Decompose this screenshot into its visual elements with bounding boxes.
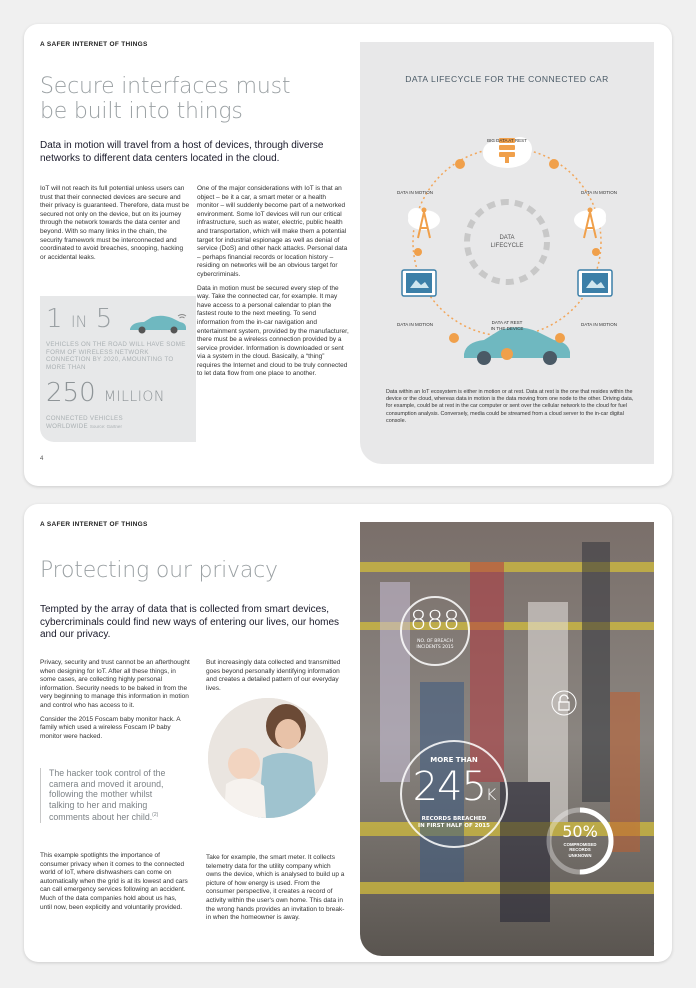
intro-paragraph: Data in motion will travel from a host of devices, through diverse networks to different data centers located in the cloud. xyxy=(40,140,324,164)
stat-250-million xyxy=(46,378,165,408)
body-column-1-bottom xyxy=(40,852,190,917)
label-line: LIFECYCLE xyxy=(490,243,524,249)
stat-250-text xyxy=(46,415,123,430)
label-motion-tl: DATA IN MOTION xyxy=(396,190,434,195)
tablet-icon-left xyxy=(402,270,436,296)
mother-baby-photo xyxy=(208,698,328,818)
car-wifi-icon xyxy=(126,312,188,336)
stat-unit: MILLION xyxy=(103,389,165,405)
intro-paragraph: Tempted by the array of data that is collected from smart devices, cybercriminals could find new ways of entering our lives, our homes and our privacy. xyxy=(40,604,340,640)
stat-one-in-five-text: VEHICLES ON THE ROAD WILL HAVE SOME FORM OF WIRELESS NETWORK CONNECTION BY 2020, AMOUNTING TO MORE THAN xyxy=(46,341,186,371)
stat-label: MORE THAN xyxy=(430,756,478,764)
label-line: UNKNOWN xyxy=(568,852,592,858)
page-number: 4 xyxy=(40,456,44,462)
stat-number: 888 xyxy=(410,606,460,636)
running-header: A SAFER INTERNET OF THINGS xyxy=(40,521,148,528)
stat-source: Source: Gartner xyxy=(89,423,122,429)
page-title-line-1: Secure interfaces must xyxy=(40,74,291,99)
lifecycle-panel xyxy=(360,42,654,464)
body-column-2-bottom xyxy=(206,854,346,928)
tablet-icon-right xyxy=(578,270,612,296)
stat-label: CONNECTED VEHICLES xyxy=(46,415,123,422)
stat-number: 245 xyxy=(412,764,486,810)
connected-car-icon xyxy=(464,327,570,365)
lifecycle-title: DATA LIFECYCLE FOR THE CONNECTED CAR xyxy=(405,74,609,84)
stat-number: 5 xyxy=(95,304,113,334)
body-paragraph: Data in motion must be secured every step of the way. Take the connected car, for example. It may have access to a personal calendar to plan the fastest route to the next meeting. To send information from the in-car navigation and entertainment system, provided by the manufacturer, there must be a wireless connection provided by a service provider. Information is downloaded or sent via a system in the cloud. Basically, a “thing” requires the Internet and cloud to be truly connected to let data flow from one place to another. xyxy=(197,284,349,378)
quote-ref: (2) xyxy=(152,812,159,819)
stat-label xyxy=(402,639,468,650)
stat-number: 250 xyxy=(46,378,96,408)
lifecycle-caption: Data within an IoT ecosystem is either in motion or at rest. Data at rest is the one that resides within the device or the cloud, whereas data in motion is the data moving from one node to the other. Driving data, for example, could be at rest in the car computer or sent over the cellular network to the cloud for fuel consumption analysis. Conversely, media could be streamed from a cloud server to the in-car digital console. xyxy=(386,389,634,424)
stat-label xyxy=(545,842,615,858)
cell-tower-icon-left xyxy=(408,208,440,239)
stat-label xyxy=(402,816,506,830)
quote-text: The hacker took control of the camera and moved it around, following the mother whilst talking to her and making comments about her child. xyxy=(49,768,166,823)
label-motion-bl: DATA IN MOTION xyxy=(396,322,434,327)
label-line: RECORDS BREACHED xyxy=(421,816,487,822)
body-paragraph: One of the major considerations with IoT is that an object – be it a car, a smart meter or a health monitor – will suddenly become part of a networked environment. Some IoT devices will run our critical infrastructure, such as water, electric, public health and transportation, which will make them a potential target for industrial espionage as well as denial of service (DoS) and other hack attacks. Personal data – perhaps financial records or location history – residing on networks will be an obvious target for cybercriminals. xyxy=(197,185,348,278)
label-line: RECORDS xyxy=(569,847,591,853)
label-at-rest xyxy=(477,320,537,331)
padlock-icon xyxy=(551,690,577,716)
label-line: IN THE DEVICE xyxy=(490,325,524,331)
label-big-data: BIG DATA AT REST xyxy=(487,138,527,143)
body-paragraph: IoT will not reach its full potential unless users can trust that their connected devices are secure and their privacy is guaranteed. Therefore, data must be secured not only on the device, but on its journey through the network towards the data center and beyond. With so many links in the chain, the security framework must be interconnected and coordinated to avoid breaches, snooping, hacking or accidental leaks. xyxy=(40,185,190,261)
label-line: DATA xyxy=(499,235,515,241)
body-column-2 xyxy=(206,659,346,698)
body-paragraph: Take for example, the smart meter. It collects telemetry data for the utility company which owns the device, which is analysed to build up a picture of how energy is used. From the consumer perspective, it creates a record of activity within the user's own home. This data in the wrong hands provides an invitation to break-in when the homeowner is away. xyxy=(206,854,345,922)
running-header: A SAFER INTERNET OF THINGS xyxy=(40,41,148,48)
label-line: NO. OF BREACH xyxy=(417,639,453,644)
label-line: IN FIRST HALF OF 2015 xyxy=(418,823,490,829)
body-paragraph: Privacy, security and trust cannot be an afterthought when designing for IoT. After all these things, in some cases, are collecting highly personal information. Security needs to be baked in from the very beginning to manage this information in motion and control who has access to it. xyxy=(40,659,190,709)
percent-ring xyxy=(545,806,615,876)
crowd-photo xyxy=(360,522,654,956)
stat-circle-50 xyxy=(545,806,615,876)
stat-unit: K xyxy=(485,785,496,804)
stat-in: IN xyxy=(70,312,88,331)
page-4 xyxy=(24,24,672,486)
stat-label: WORLDWIDE xyxy=(46,422,88,430)
body-column-1 xyxy=(40,659,190,746)
label-motion-br: DATA IN MOTION xyxy=(580,322,618,327)
label-center xyxy=(477,234,537,250)
stats-box xyxy=(40,296,196,442)
body-column-1 xyxy=(40,185,190,267)
body-paragraph: This example spotlights the importance of consumer privacy when it comes to the connected world of IoT, where dishwashers can come on automatically when the grid is at its lowest and cars can call emergency services following an accident. Much of the data companies hold about us has, until now, been explicitly and voluntarily provided. xyxy=(40,852,188,911)
page-5 xyxy=(24,504,672,962)
stat-number: 1 xyxy=(46,304,63,334)
page-title: Protecting our privacy xyxy=(40,558,278,583)
body-paragraph: But increasingly data collected and transmitted goes beyond personally identifying information and creates a detailed pattern of our everyday lives. xyxy=(206,659,341,692)
label-line: INCIDENTS 2015 xyxy=(416,644,454,650)
stat-circle-245k xyxy=(400,740,508,848)
label-line: DATA AT REST xyxy=(491,320,523,325)
body-column-2 xyxy=(197,185,349,384)
stat-number: 50% xyxy=(562,822,598,841)
stat-circle-888 xyxy=(400,596,470,666)
page-number: 5 xyxy=(651,941,655,947)
label-line: COMPROMISED xyxy=(563,842,597,847)
label-motion-tr: DATA IN MOTION xyxy=(580,190,618,195)
stat-one-in-five xyxy=(46,304,112,334)
page-title-line-2: be built into things xyxy=(40,99,243,124)
body-paragraph: Consider the 2015 Foscam baby monitor hack. A family which used a wireless Foscam IP baby monitor were hacked. xyxy=(40,715,181,740)
pull-quote xyxy=(40,768,180,823)
